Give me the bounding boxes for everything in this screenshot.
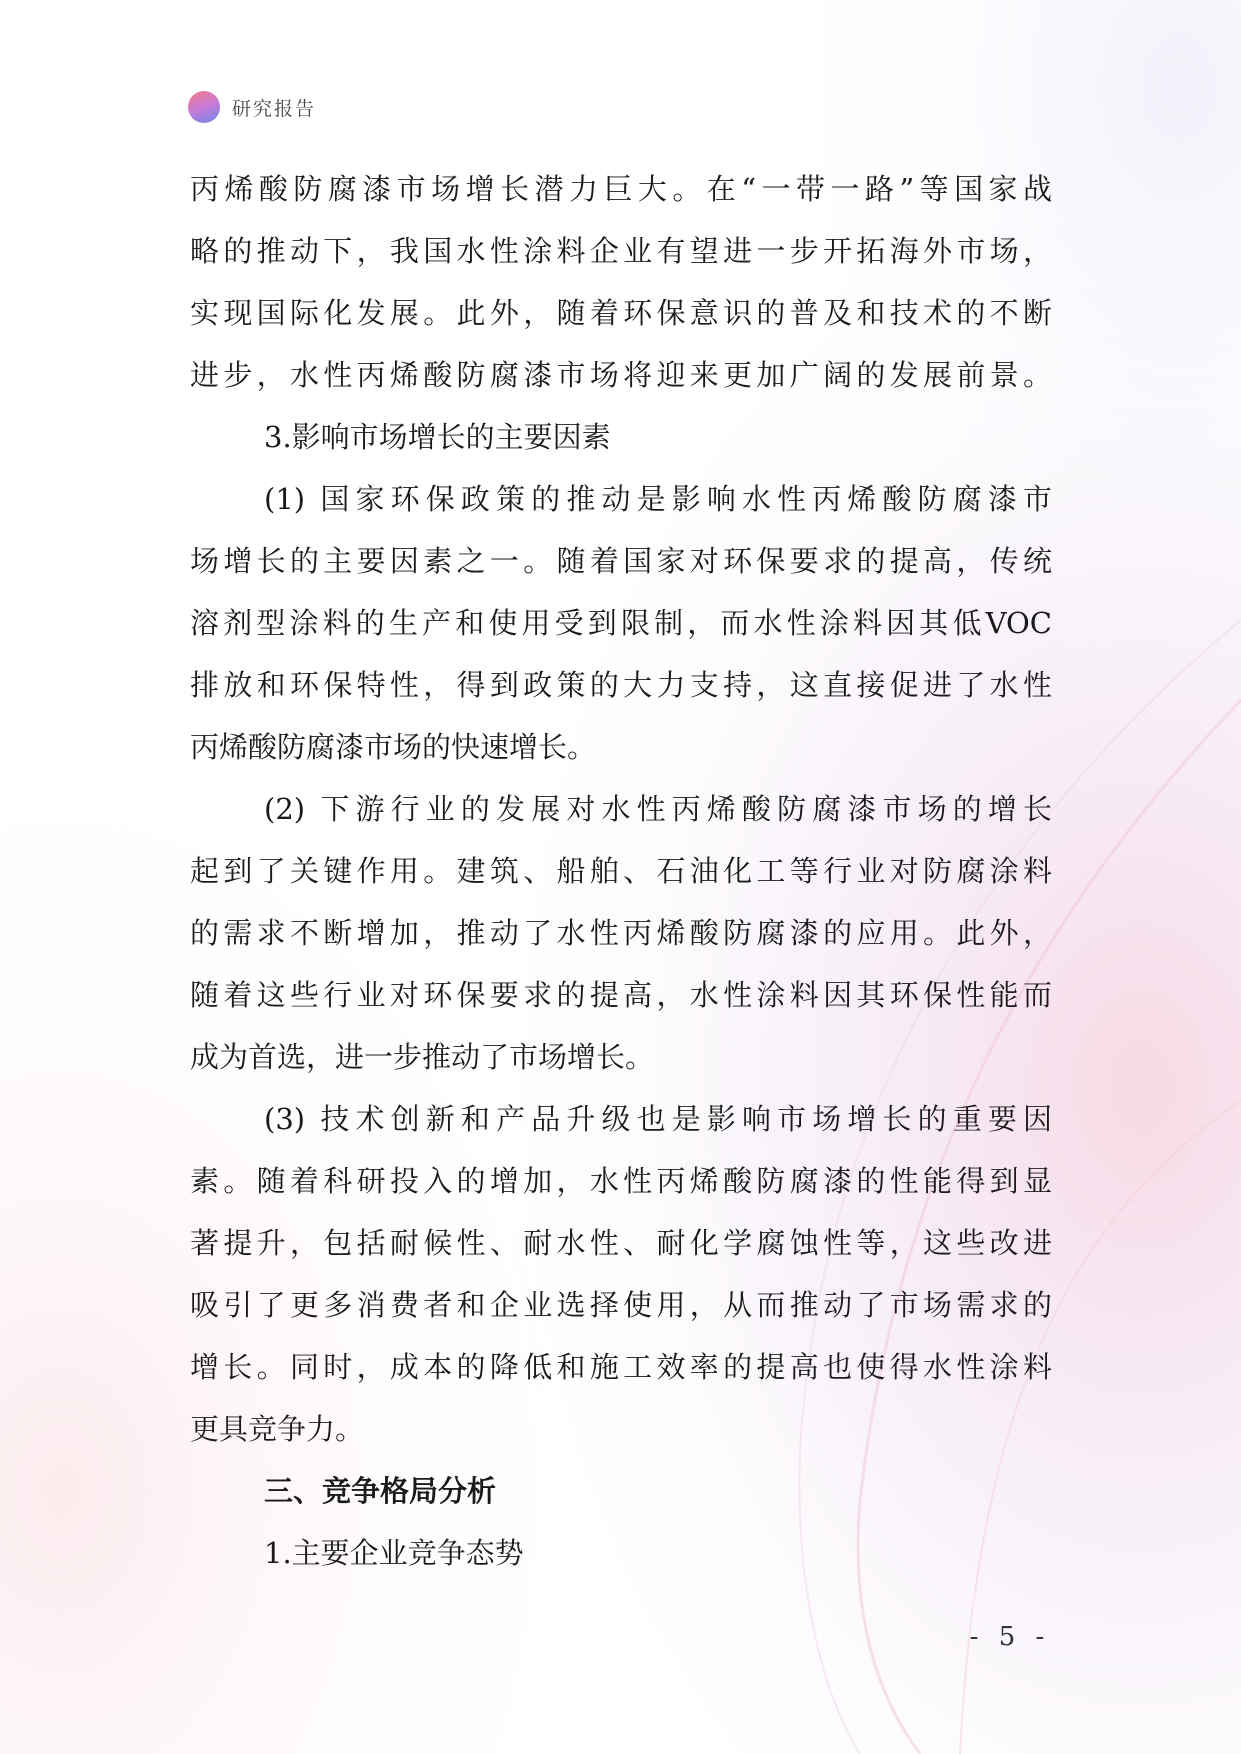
body-line: 起到了关键作用。建筑、船舶、石油化工等行业对防腐涂料	[190, 854, 1052, 888]
body-line: 实现国际化发展。此外，随着环保意识的普及和技术的不断	[190, 296, 1052, 330]
body-line: 丙烯酸防腐漆市场的快速增长。	[190, 730, 597, 764]
subsection-heading: 3.影响市场增长的主要因素	[264, 420, 611, 454]
body-line: 略的推动下，我国水性涂料企业有望进一步开拓海外市场，	[190, 234, 1052, 268]
body-line: 的需求不断增加，推动了水性丙烯酸防腐漆的应用。此外，	[190, 916, 1052, 950]
report-header	[188, 90, 316, 124]
body-line: 增长。同时，成本的降低和施工效率的提高也使得水性涂料	[190, 1350, 1052, 1384]
body-line: 素。随着科研投入的增加，水性丙烯酸防腐漆的性能得到显	[190, 1164, 1052, 1198]
body-line: 进步，水性丙烯酸防腐漆市场将迎来更加广阔的发展前景。	[190, 358, 1052, 392]
body-line: 排放和环保特性，得到政策的大力支持，这直接促进了水性	[190, 668, 1052, 702]
body-line: (2) 下游行业的发展对水性丙烯酸防腐漆市场的增长	[264, 792, 1052, 826]
section-heading: 三、竞争格局分析	[264, 1474, 497, 1508]
subsection-heading: 1.主要企业竞争态势	[264, 1536, 524, 1570]
body-line: 溶剂型涂料的生产和使用受到限制，而水性涂料因其低VOC	[190, 606, 1052, 640]
body-line: 丙烯酸防腐漆市场增长潜力巨大。在“一带一路”等国家战	[190, 172, 1052, 206]
body-line: 更具竞争力。	[190, 1412, 365, 1446]
body-line: 场增长的主要因素之一。随着国家对环保要求的提高，传统	[190, 544, 1052, 578]
body-line: 随着这些行业对环保要求的提高，水性涂料因其环保性能而	[190, 978, 1052, 1012]
body-line: (1) 国家环保政策的推动是影响水性丙烯酸防腐漆市	[264, 482, 1052, 516]
header-title: 研究报告	[232, 97, 317, 120]
page-number: - 5 -	[969, 1622, 1051, 1652]
body-line: 成为首选，进一步推动了市场增长。	[190, 1040, 655, 1074]
body-line: (3) 技术创新和产品升级也是影响市场增长的重要因	[264, 1102, 1052, 1136]
document-body	[190, 158, 1052, 1584]
body-line: 吸引了更多消费者和企业选择使用，从而推动了市场需求的	[190, 1288, 1052, 1322]
body-line: 著提升，包括耐候性、耐水性、耐化学腐蚀性等，这些改进	[190, 1226, 1052, 1260]
report-logo-icon	[188, 91, 220, 123]
